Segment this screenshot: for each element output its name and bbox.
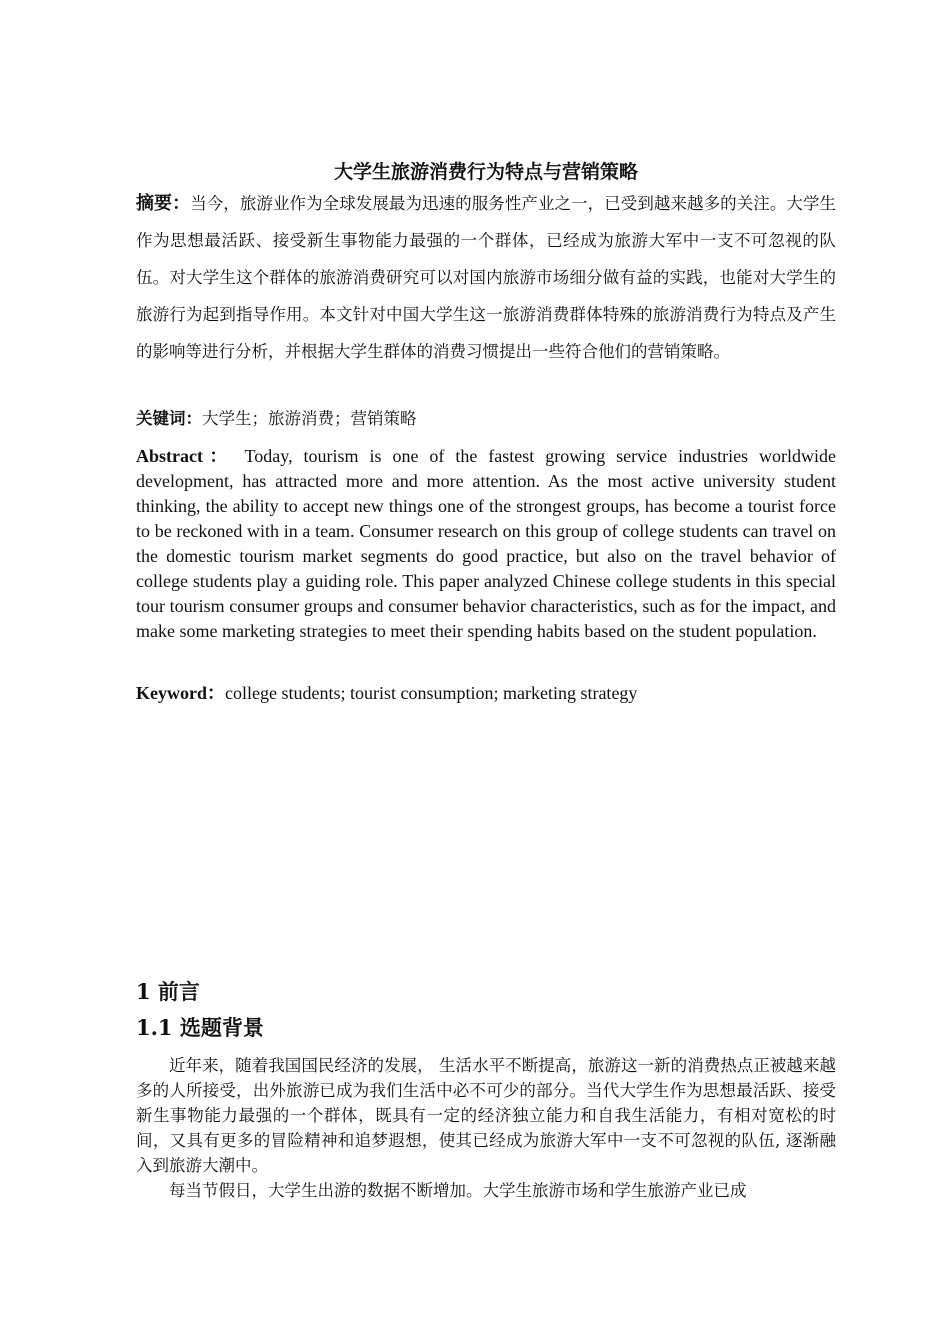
english-abstract-text: Today, tourism is one of the fastest growing service industries worldwide development, has attracted more and more attention. As the most active university student thinking, the ability to accept new things one of the strongest groups, has become a tourist force to be reckoned with in a team. Consumer research on this group of college students can travel on the domestic tourism market segments do good practice, but also on the travel behavior of college students play a guiding role. This paper analyzed Chinese college students in this special tour tourism consumer groups and consumer behavior characteristics, such as for the impact, and make some marketing strategies to meet their spending habits based on the student population. <box>136 446 837 641</box>
body-paragraph: 近年来，随着我国国民经济的发展， 生活水平不断提高，旅游这一新的消费热点正被越来越多的人所接受，出外旅游已成为我们生活中必不可少的部分。当代大学生作为思想最活跃、接受新生事物能力最强的一个群体，既具有一定的经济独立能力和自我生活能力，有相对宽松的时间，又具有更多的冒险精神和追梦遐想，使其已经成为旅游大军中一支不可忽视的队伍, 逐渐融入到旅游大潮中。 <box>136 1056 836 1175</box>
section-1-1-heading: 1.1 选题背景 <box>136 1015 264 1040</box>
document-title: 大学生旅游消费行为特点与营销策略 <box>333 161 638 183</box>
section-1-heading: 1 前言 <box>136 979 200 1004</box>
chinese-keywords <box>136 406 836 432</box>
english-abstract <box>136 444 836 644</box>
english-keywords-label: Keyword： <box>136 683 225 703</box>
section-1-1-body <box>136 1053 836 1203</box>
chinese-abstract <box>136 185 836 370</box>
chinese-keywords-text: 大学生；旅游消费；营销策略 <box>202 409 417 428</box>
english-keywords <box>136 681 836 706</box>
chinese-abstract-text: 当今，旅游业作为全球发展最为迅速的服务性产业之一，已受到越来越多的关注。大学生作为思想最活跃、接受新生事物能力最强的一个群体，已经成为旅游大军中一支不可忽视的队伍。对大学生这个群体的旅游消费研究可以对国内旅游市场细分做有益的实践，也能对大学生的旅游行为起到指导作用。本文针对中国大学生这一旅游消费群体特殊的旅游消费行为特点及产生的影响等进行分析，并根据大学生群体的消费习惯提出一些符合他们的营销策略。 <box>136 194 837 361</box>
english-abstract-label: Abstract： <box>136 446 234 466</box>
chinese-abstract-label: 摘要： <box>136 193 191 214</box>
body-paragraph: 每当节假日，大学生出游的数据不断增加。大学生旅游市场和学生旅游产业已成 <box>169 1181 747 1200</box>
chinese-keywords-label: 关键词： <box>136 409 202 428</box>
english-keywords-text: college students; tourist consumption; marketing strategy <box>225 683 638 703</box>
